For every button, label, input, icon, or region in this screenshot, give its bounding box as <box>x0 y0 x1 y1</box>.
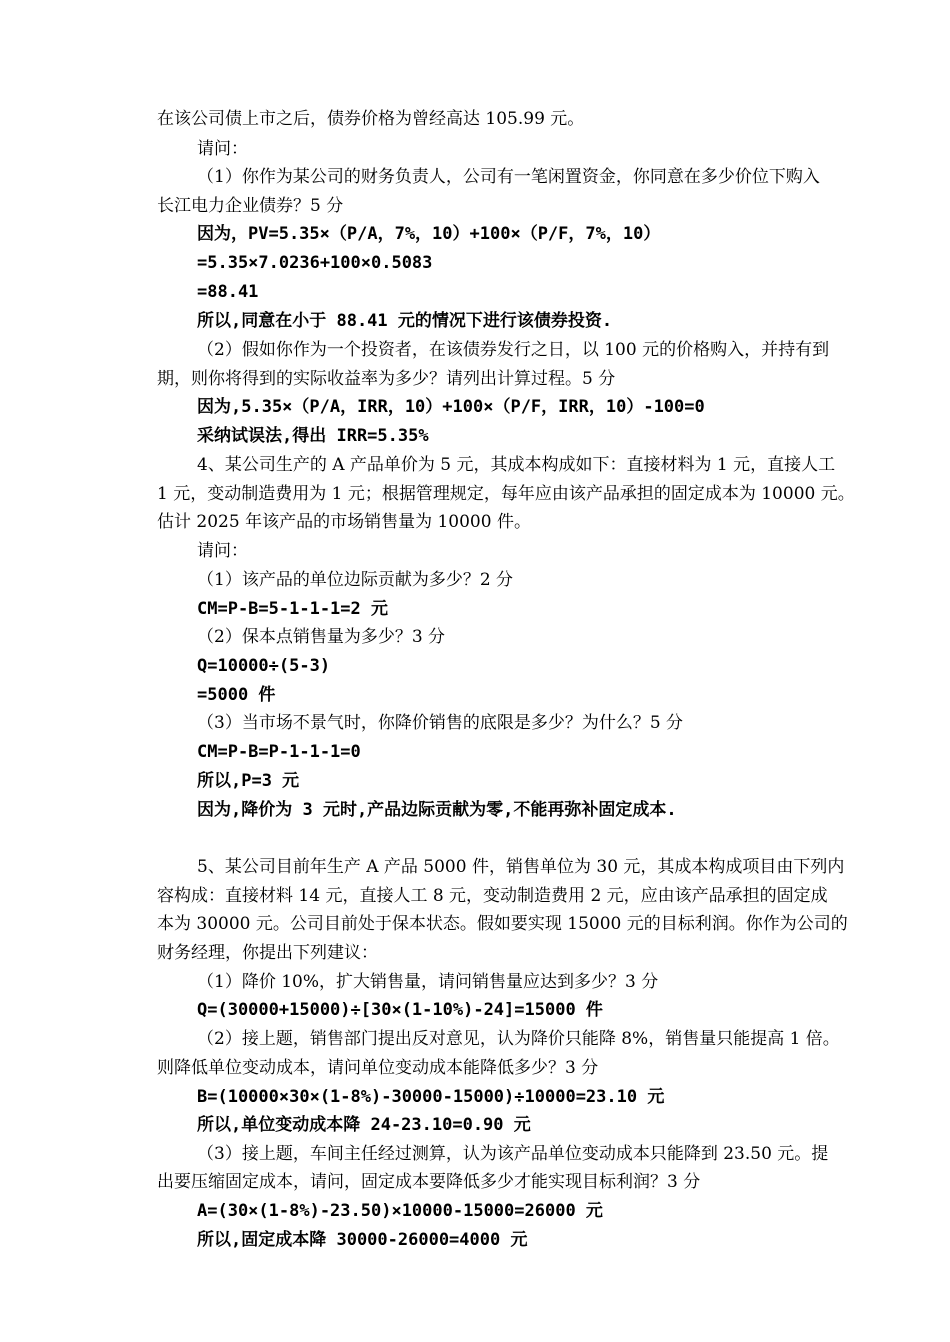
answer-line: 所以,单位变动成本降 24-23.10=0.90 元 <box>197 1115 531 1135</box>
text-line: 则降低单位变动成本，请问单位变动成本能降低多少？3 分 <box>157 1058 599 1078</box>
text-line: 4、某公司生产的 A 产品单价为 5 元，其成本构成如下：直接材料为 1 元，直接人工 <box>197 455 836 475</box>
answer-line: 所以,P=3 元 <box>197 771 300 791</box>
answer-line: Q=(30000+15000)÷[30×(1-10%)-24]=15000 件 <box>197 1000 603 1020</box>
text-line: 请问： <box>197 541 248 561</box>
answer-line: Q=10000÷(5-3) <box>197 656 331 676</box>
answer-line: 因为,降价为 3 元时,产品边际贡献为零,不能再弥补固定成本. <box>197 800 677 820</box>
text-line: （3）当市场不景气时，你降价销售的底限是多少？为什么？5 分 <box>197 713 684 733</box>
text-line: 期，则你将得到的实际收益率为多少？请列出计算过程。5 分 <box>157 369 616 389</box>
text-line: 本为 30000 元。公司目前处于保本状态。假如要实现 15000 元的目标利润。你作为公司的 <box>157 914 848 934</box>
answer-line: 所以,固定成本降 30000-26000=4000 元 <box>197 1230 528 1250</box>
text-line: （1）该产品的单位边际贡献为多少？2 分 <box>197 570 514 590</box>
answer-line: CM=P-B=5-1-1-1=2 元 <box>197 599 388 619</box>
answer-line: 所以,同意在小于 88.41 元的情况下进行该债券投资. <box>197 311 613 331</box>
text-line: （1）降价 10%，扩大销售量，请问销售量应达到多少？3 分 <box>197 972 659 992</box>
text-line: （3）接上题，车间主任经过测算，认为该产品单位变动成本只能降到 23.50 元。提 <box>197 1144 829 1164</box>
text-line: （1）你作为某公司的财务负责人，公司有一笔闲置资金，你同意在多少价位下购入 <box>197 167 820 187</box>
text-line: 在该公司债上市之后，债券价格为曾经高达 105.99 元。 <box>157 109 585 129</box>
text-line: 1 元，变动制造费用为 1 元；根据管理规定，每年应由该产品承担的固定成本为 10000 元。 <box>157 484 855 504</box>
answer-line: 因为,5.35×（P/A，IRR，10）+100×（P/F，IRR，10）-100=0 <box>197 397 705 417</box>
text-line: （2）保本点销售量为多少？3 分 <box>197 627 446 647</box>
answer-line: CM=P-B=P-1-1-1=0 <box>197 742 361 762</box>
answer-line: =88.41 <box>197 282 259 302</box>
text-line: （2）接上题，销售部门提出反对意见，认为降价只能降 8%，销售量只能提高 1 倍。 <box>197 1029 840 1049</box>
answer-line: =5000 件 <box>197 685 276 705</box>
text-line: 估计 2025 年该产品的市场销售量为 10000 件。 <box>157 512 531 532</box>
answer-line: =5.35×7.0236+100×0.5083 <box>197 253 433 273</box>
answer-line: 采纳试误法,得出 IRR=5.35% <box>197 426 429 446</box>
text-line: 5、某公司目前年生产 A 产品 5000 件，销售单位为 30 元，其成本构成项目由下列内 <box>197 857 845 877</box>
text-line: （2）假如你作为一个投资者，在该债券发行之日，以 100 元的价格购入，并持有到 <box>197 340 830 360</box>
text-line: 容构成：直接材料 14 元，直接人工 8 元，变动制造费用 2 元，应由该产品承担的固定成 <box>157 886 828 906</box>
text-line: 财务经理，你提出下列建议： <box>157 943 378 963</box>
text-line: 出要压缩固定成本，请问，固定成本要降低多少才能实现目标利润？3 分 <box>157 1172 701 1192</box>
answer-line: B=(10000×30×(1-8%)-30000-15000)÷10000=23.10 元 <box>197 1087 665 1107</box>
text-line: 长江电力企业债券？5 分 <box>157 196 344 216</box>
answer-line: A=(30×(1-8%)-23.50)×10000-15000=26000 元 <box>197 1201 603 1221</box>
text-line: 请问： <box>197 139 248 159</box>
answer-line: 因为，PV=5.35×（P/A，7%，10）+100×（P/F，7%，10） <box>197 224 661 244</box>
